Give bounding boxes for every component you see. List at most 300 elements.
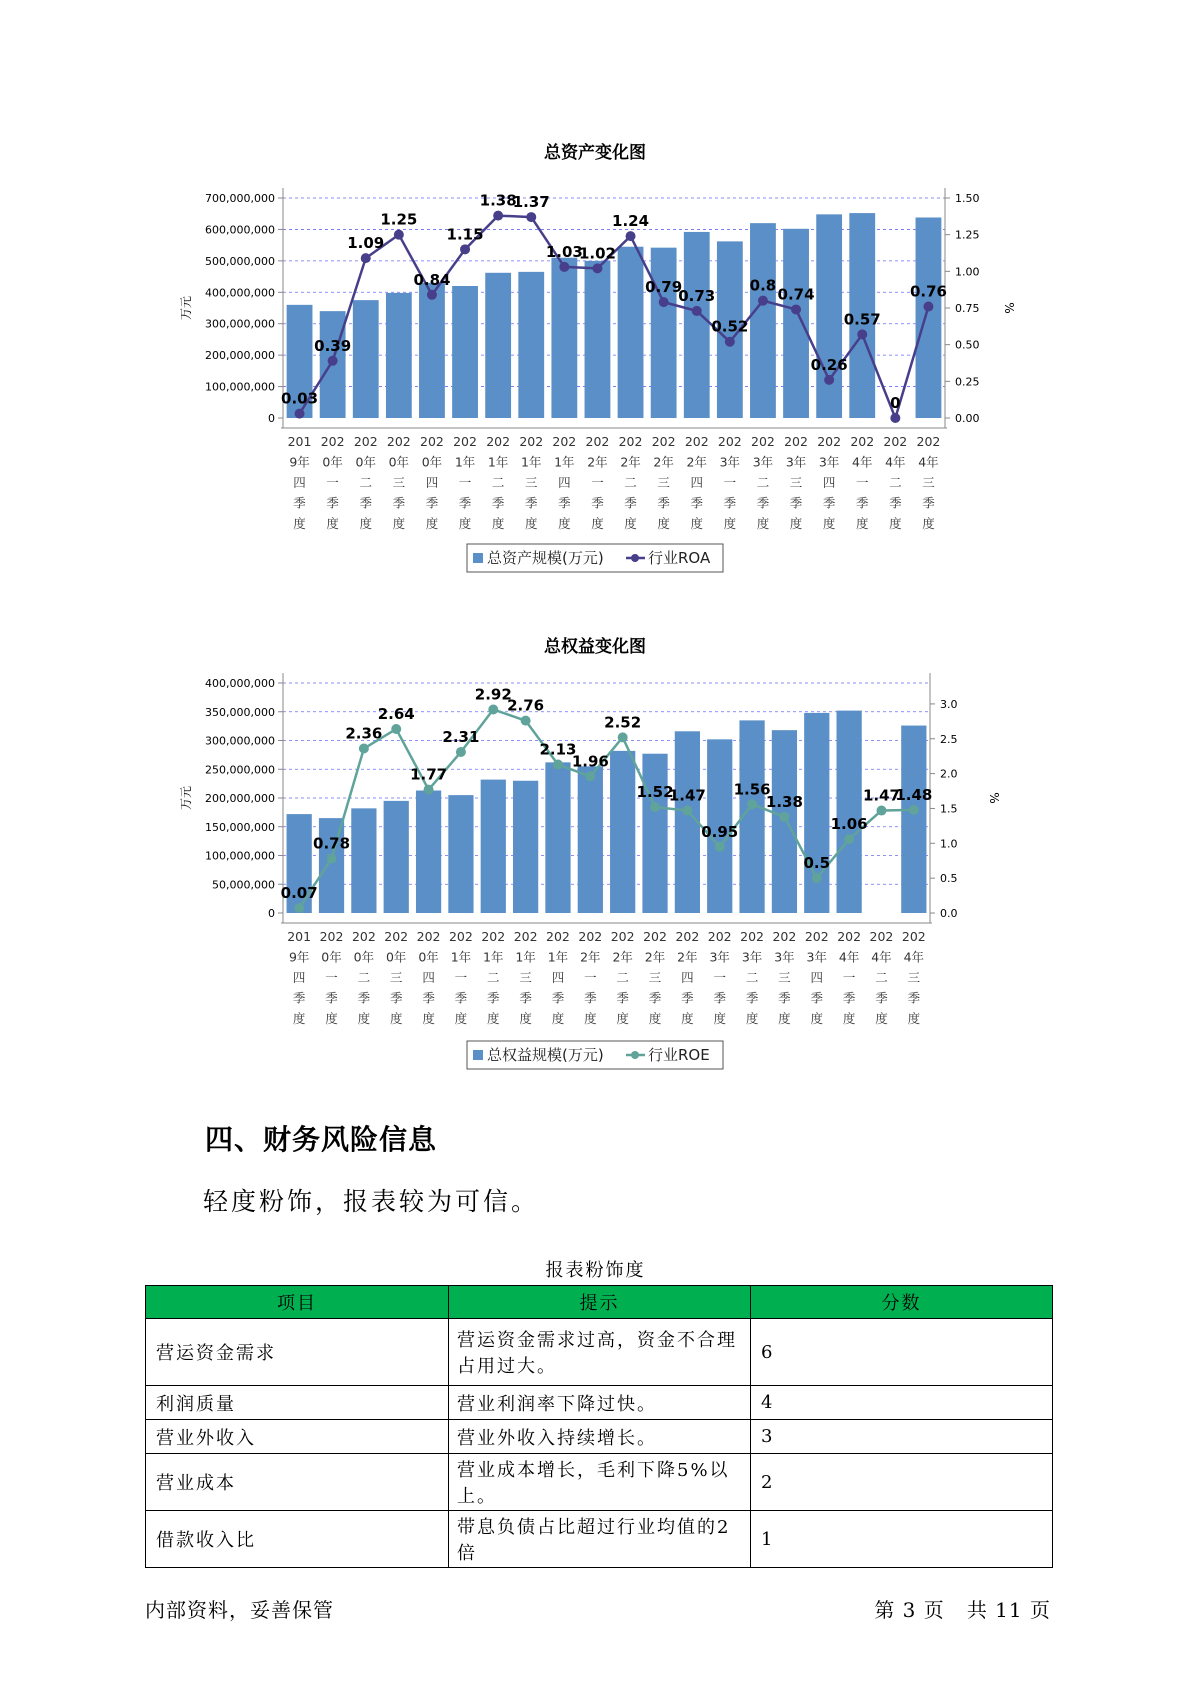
footer-confidential-note: 内部资料，妥善保管 <box>145 1598 334 1622</box>
y-tick-label: 0 <box>268 907 275 920</box>
data-label: 1.09 <box>347 234 385 253</box>
chart-title: 总资产变化图 <box>544 143 646 163</box>
y2-tick-label: 0.0 <box>940 907 958 920</box>
x-tick-label: 四 <box>558 475 571 490</box>
x-tick-label: 202 <box>578 929 603 944</box>
row-score: 3 <box>751 1420 1053 1454</box>
line-point <box>394 230 404 240</box>
bar <box>419 283 445 418</box>
x-tick-label: 四 <box>551 970 565 985</box>
x-tick-label: 度 <box>922 516 935 531</box>
x-tick-label: 202 <box>651 434 676 449</box>
x-tick-label: 四 <box>810 970 824 985</box>
x-tick-label: 季 <box>789 495 803 511</box>
x-tick-label: 度 <box>325 1011 338 1026</box>
x-tick-label: 0年 <box>321 949 342 965</box>
x-tick-label: 季 <box>524 495 538 511</box>
y2-tick-label: 0.25 <box>955 375 980 389</box>
x-tick-label: 0年 <box>322 454 343 470</box>
row-score: 1 <box>751 1511 1053 1568</box>
x-tick-label: 度 <box>624 516 637 531</box>
x-tick-label: 2年 <box>580 949 601 965</box>
x-tick-label: 度 <box>822 516 836 531</box>
data-label: 1.52 <box>636 783 674 802</box>
x-tick-label: 季 <box>487 990 500 1006</box>
line-point <box>424 785 434 795</box>
x-tick-label: 季 <box>745 990 759 1006</box>
line-point <box>460 244 470 254</box>
x-tick-label: 度 <box>454 1011 468 1026</box>
bar <box>783 229 809 418</box>
line-point <box>592 263 602 273</box>
y-tick-label: 150,000,000 <box>205 820 275 834</box>
legend-line-label: 行业ROE <box>648 1046 710 1064</box>
x-tick-label: 0年 <box>421 454 443 470</box>
x-tick-label: 202 <box>817 434 842 449</box>
risk-table <box>145 1285 1053 1568</box>
x-tick-label: 一 <box>591 475 604 490</box>
total-assets-chart <box>0 0 1191 600</box>
x-tick-label: 度 <box>810 1011 824 1026</box>
y-tick-label: 400,000,000 <box>205 677 275 690</box>
x-tick-label: 4年 <box>871 949 892 965</box>
bar <box>384 801 409 913</box>
x-tick-label: 一 <box>855 475 869 490</box>
line-point <box>295 409 305 419</box>
x-tick-label: 三 <box>519 970 532 985</box>
line-point <box>553 760 563 770</box>
x-tick-label: 二 <box>889 475 902 490</box>
x-tick-label: 2年 <box>644 949 666 965</box>
y2-tick-label: 1.50 <box>955 192 980 205</box>
x-tick-label: 度 <box>648 1011 662 1026</box>
bar <box>485 273 511 418</box>
x-tick-label: 季 <box>624 495 637 511</box>
data-label: 1.38 <box>479 191 517 210</box>
x-tick-label: 三 <box>389 970 403 985</box>
x-tick-label: 202 <box>675 929 700 944</box>
bar <box>610 751 635 913</box>
x-tick-label: 一 <box>458 475 472 490</box>
x-tick-label: 度 <box>292 1011 306 1026</box>
x-tick-label: 四 <box>293 475 306 490</box>
x-tick-label: 二 <box>491 475 505 490</box>
table-caption: 报表粉饰度 <box>545 1260 646 1281</box>
y-tick-label: 250,000,000 <box>205 763 275 777</box>
x-tick-label: 季 <box>922 495 935 511</box>
bar <box>353 300 379 418</box>
x-tick-label: 202 <box>643 929 667 944</box>
x-tick-label: 202 <box>707 929 732 944</box>
data-label: 1.47 <box>668 786 706 805</box>
row-hint: 营运资金需求过高，资金不合理占用过大。 <box>449 1319 751 1386</box>
y-tick-label: 50,000,000 <box>212 878 275 892</box>
x-tick-label: 季 <box>657 495 670 511</box>
y2-tick-label: 2.5 <box>940 732 958 746</box>
x-tick-label: 度 <box>889 516 902 531</box>
x-tick-label: 2年 <box>612 949 633 965</box>
bar <box>618 247 644 418</box>
x-tick-label: 0年 <box>353 949 375 965</box>
x-tick-label: 度 <box>326 516 339 531</box>
x-tick-label: 202 <box>416 929 441 944</box>
x-tick-label: 季 <box>357 990 371 1006</box>
x-tick-label: 度 <box>690 516 704 531</box>
row-item: 营业成本 <box>146 1454 449 1511</box>
x-tick-label: 3年 <box>719 454 741 470</box>
x-tick-label: 季 <box>325 990 338 1006</box>
x-tick-label: 3年 <box>774 949 795 965</box>
x-tick-label: 1年 <box>515 949 536 965</box>
x-tick-label: 度 <box>584 1011 597 1026</box>
x-tick-label: 季 <box>425 495 439 511</box>
x-tick-label: 季 <box>389 990 403 1006</box>
x-tick-label: 二 <box>756 475 770 490</box>
x-tick-label: 季 <box>584 990 597 1006</box>
x-tick-label: 度 <box>657 516 670 531</box>
total-assets-chart-svg <box>0 0 1191 600</box>
x-tick-label: 四 <box>822 475 836 490</box>
x-tick-label: 度 <box>723 516 737 531</box>
data-label: 0.73 <box>678 286 716 305</box>
y2-tick-label: 0.5 <box>940 872 958 886</box>
data-label: 0.07 <box>280 884 318 903</box>
y-tick-label: 600,000,000 <box>205 223 275 237</box>
data-label: 1.38 <box>765 792 803 811</box>
x-tick-label: 季 <box>648 990 662 1006</box>
bar <box>578 766 603 913</box>
line-point <box>909 805 919 815</box>
y-tick-label: 200,000,000 <box>205 349 275 363</box>
y-tick-label: 400,000,000 <box>205 286 275 300</box>
x-tick-label: 202 <box>883 434 908 449</box>
line-point <box>876 806 886 816</box>
x-tick-label: 三 <box>648 970 662 985</box>
x-tick-label: 季 <box>855 495 869 511</box>
header-score: 分数 <box>751 1286 1053 1319</box>
y2-axis-label: % <box>1002 302 1016 314</box>
x-tick-label: 1年 <box>483 949 504 965</box>
x-tick-label: 季 <box>293 495 306 511</box>
x-tick-label: 度 <box>519 1011 532 1026</box>
x-tick-label: 202 <box>618 434 643 449</box>
bar <box>386 293 412 418</box>
data-label: 1.24 <box>612 212 650 231</box>
y2-tick-label: 0.50 <box>955 338 980 352</box>
x-tick-label: 季 <box>756 495 770 511</box>
x-tick-label: 4年 <box>838 949 860 965</box>
line-point <box>650 802 660 812</box>
data-label: 0.95 <box>701 822 739 841</box>
x-tick-label: 季 <box>723 495 737 511</box>
bar <box>545 762 570 913</box>
x-tick-label: 202 <box>519 434 544 449</box>
x-tick-label: 度 <box>855 516 869 531</box>
table-row <box>146 1319 1053 1386</box>
total-equity-chart-svg <box>0 600 1191 1100</box>
x-tick-label: 9年 <box>288 949 310 965</box>
x-tick-label: 202 <box>386 434 411 449</box>
x-tick-label: 202 <box>717 434 742 449</box>
x-tick-label: 201 <box>287 929 312 944</box>
footer-page-number: 第 3 页 共 11 页 <box>874 1598 1051 1622</box>
x-tick-label: 季 <box>822 495 836 511</box>
x-tick-label: 季 <box>326 495 339 511</box>
x-tick-label: 202 <box>740 929 765 944</box>
x-tick-label: 0年 <box>385 949 407 965</box>
data-label: 1.06 <box>830 815 868 834</box>
x-tick-label: 三 <box>657 475 670 490</box>
data-label: 0.52 <box>711 317 749 336</box>
bar <box>916 217 942 418</box>
x-tick-label: 季 <box>551 990 565 1006</box>
x-tick-label: 一 <box>325 970 338 985</box>
bar <box>518 272 544 418</box>
y-tick-label: 0 <box>268 412 275 425</box>
line-point <box>427 290 437 300</box>
y2-tick-label: 1.0 <box>940 837 958 851</box>
bar <box>651 248 677 418</box>
x-tick-label: 度 <box>842 1011 856 1026</box>
bar <box>416 791 441 913</box>
x-tick-label: 季 <box>519 990 532 1006</box>
row-score: 4 <box>751 1386 1053 1420</box>
x-tick-label: 二 <box>487 970 500 985</box>
row-hint: 营业成本增长，毛利下降5%以上。 <box>449 1454 751 1511</box>
bar <box>901 726 926 913</box>
bar <box>551 258 577 418</box>
x-tick-label: 度 <box>558 516 571 531</box>
x-tick-label: 季 <box>454 990 468 1006</box>
x-tick-label: 202 <box>453 434 477 449</box>
data-label: 0.74 <box>777 285 815 304</box>
y2-tick-label: 0.75 <box>955 302 980 315</box>
x-tick-label: 度 <box>524 516 538 531</box>
data-label: 0.03 <box>281 389 319 408</box>
x-tick-label: 1年 <box>554 454 575 470</box>
x-tick-label: 季 <box>616 990 629 1006</box>
x-tick-label: 202 <box>353 434 378 449</box>
row-item: 营运资金需求 <box>146 1319 449 1386</box>
x-tick-label: 季 <box>292 990 306 1006</box>
x-tick-label: 四 <box>425 475 439 490</box>
bar <box>750 223 776 418</box>
x-tick-label: 202 <box>751 434 775 449</box>
line-point <box>327 854 337 864</box>
x-tick-label: 季 <box>359 495 373 511</box>
y2-tick-label: 1.25 <box>955 228 980 242</box>
bar <box>448 795 473 913</box>
x-tick-label: 三 <box>778 970 791 985</box>
x-tick-label: 202 <box>513 929 538 944</box>
legend-line-label: 行业ROA <box>648 549 711 567</box>
line-point <box>328 356 338 366</box>
x-tick-label: 二 <box>357 970 371 985</box>
bar <box>452 286 478 418</box>
x-tick-label: 3年 <box>709 949 730 965</box>
x-tick-label: 度 <box>591 516 604 531</box>
line-point <box>791 304 801 314</box>
x-tick-label: 三 <box>392 475 406 490</box>
line-point <box>559 262 569 272</box>
line-point <box>626 231 636 241</box>
x-tick-label: 202 <box>837 929 862 944</box>
x-tick-label: 度 <box>713 1011 726 1026</box>
x-tick-label: 度 <box>491 516 505 531</box>
x-tick-label: 0年 <box>355 454 376 470</box>
x-tick-label: 四 <box>292 970 306 985</box>
line-point <box>890 413 900 423</box>
y-tick-label: 300,000,000 <box>205 317 275 331</box>
data-label: 1.25 <box>380 210 418 229</box>
x-tick-label: 202 <box>319 929 344 944</box>
y-tick-label: 100,000,000 <box>205 849 275 863</box>
data-label: 2.52 <box>604 713 642 732</box>
header-item: 项目 <box>146 1286 449 1319</box>
data-label: 2.36 <box>345 724 383 743</box>
x-tick-label: 度 <box>875 1011 888 1026</box>
x-tick-label: 201 <box>287 434 312 449</box>
data-label: 1.77 <box>410 765 448 784</box>
legend-line-marker <box>631 1051 639 1059</box>
table-row <box>146 1511 1053 1568</box>
legend-bar-swatch <box>473 553 483 563</box>
x-tick-label: 2年 <box>620 454 641 470</box>
line-point <box>659 297 669 307</box>
data-label: 1.47 <box>862 786 900 805</box>
x-tick-label: 季 <box>842 990 856 1006</box>
x-tick-label: 度 <box>293 516 306 531</box>
section-heading: 四、财务风险信息 <box>205 1123 438 1156</box>
x-tick-label: 季 <box>591 495 604 511</box>
x-tick-label: 三 <box>922 475 935 490</box>
row-hint: 带息负债占比超过行业均值的2倍 <box>449 1511 751 1568</box>
line-point <box>526 212 536 222</box>
x-tick-label: 季 <box>713 990 726 1006</box>
data-label: 0.26 <box>810 355 848 374</box>
x-tick-label: 一 <box>454 970 468 985</box>
row-item: 营业外收入 <box>146 1420 449 1454</box>
data-label: 0 <box>890 394 901 412</box>
x-tick-label: 度 <box>392 516 406 531</box>
data-label: 0.84 <box>413 270 451 289</box>
x-tick-label: 202 <box>916 434 941 449</box>
legend-line-marker <box>631 554 639 562</box>
legend-bar-label: 总权益规模(万元) <box>487 1046 604 1064</box>
table-row <box>146 1420 1053 1454</box>
x-tick-label: 202 <box>320 434 345 449</box>
y-axis-label: 万元 <box>179 295 193 321</box>
y2-tick-label: 2.0 <box>940 767 958 781</box>
y-tick-label: 100,000,000 <box>205 380 275 394</box>
x-tick-label: 3年 <box>741 949 763 965</box>
line-point <box>812 873 822 883</box>
x-tick-label: 3年 <box>818 454 840 470</box>
line-point <box>692 306 702 316</box>
bar <box>481 780 506 913</box>
data-label: 0.57 <box>843 310 881 329</box>
x-tick-label: 1年 <box>454 454 476 470</box>
line-point <box>758 296 768 306</box>
line-point <box>521 716 531 726</box>
x-tick-label: 3年 <box>752 454 774 470</box>
x-tick-label: 202 <box>546 929 570 944</box>
line-point <box>391 724 401 734</box>
line-point <box>361 253 371 263</box>
data-label: 0.76 <box>909 282 947 301</box>
y2-tick-label: 3.0 <box>940 697 958 711</box>
y2-tick-label: 1.00 <box>955 265 980 279</box>
x-tick-label: 202 <box>486 434 511 449</box>
data-label: 0.5 <box>803 854 831 873</box>
x-tick-label: 季 <box>810 990 824 1006</box>
x-tick-label: 度 <box>681 1011 694 1026</box>
bar <box>642 754 667 913</box>
y2-tick-label: 1.5 <box>940 802 958 816</box>
x-tick-label: 度 <box>778 1011 791 1026</box>
y-tick-label: 200,000,000 <box>205 792 275 805</box>
x-tick-label: 2年 <box>653 454 674 470</box>
table-row <box>146 1386 1053 1420</box>
x-tick-label: 202 <box>901 929 926 944</box>
x-tick-label: 度 <box>425 516 439 531</box>
data-label: 1.96 <box>571 752 609 771</box>
data-label: 1.56 <box>733 780 771 799</box>
x-tick-label: 度 <box>551 1011 565 1026</box>
row-hint: 营业外收入持续增长。 <box>449 1420 751 1454</box>
legend-bar-swatch <box>473 1050 483 1060</box>
x-tick-label: 一 <box>584 970 597 985</box>
x-tick-label: 季 <box>690 495 704 511</box>
x-tick-label: 202 <box>585 434 610 449</box>
x-tick-label: 季 <box>681 990 694 1006</box>
line-point <box>294 903 304 913</box>
x-tick-label: 度 <box>907 1011 921 1026</box>
line-point <box>488 704 498 714</box>
line-point <box>725 337 735 347</box>
data-label: 1.48 <box>895 785 933 804</box>
header-hint: 提示 <box>449 1286 751 1319</box>
x-tick-label: 4年 <box>918 454 939 470</box>
line-point <box>456 747 466 757</box>
x-tick-label: 0年 <box>418 949 439 965</box>
x-tick-label: 二 <box>875 970 888 985</box>
x-tick-label: 2年 <box>587 454 608 470</box>
bar <box>513 781 538 913</box>
data-label: 1.02 <box>578 244 616 263</box>
x-tick-label: 202 <box>804 929 829 944</box>
x-tick-label: 二 <box>359 475 373 490</box>
data-label: 2.76 <box>507 696 545 715</box>
line-point <box>747 799 757 809</box>
x-tick-label: 季 <box>558 495 571 511</box>
row-item: 利润质量 <box>146 1386 449 1420</box>
x-tick-label: 202 <box>869 929 894 944</box>
line-point <box>844 834 854 844</box>
x-tick-label: 202 <box>772 929 797 944</box>
x-tick-label: 202 <box>481 929 506 944</box>
data-label: 1.03 <box>545 242 583 261</box>
line-point <box>857 329 867 339</box>
x-tick-label: 2年 <box>686 454 707 470</box>
legend-bar-label: 总资产规模(万元) <box>487 549 604 567</box>
x-tick-label: 一 <box>842 970 856 985</box>
x-tick-label: 三 <box>524 475 538 490</box>
data-label: 2.13 <box>539 740 577 759</box>
bar <box>585 261 611 418</box>
x-tick-label: 季 <box>422 990 435 1006</box>
x-tick-label: 一 <box>326 475 339 490</box>
